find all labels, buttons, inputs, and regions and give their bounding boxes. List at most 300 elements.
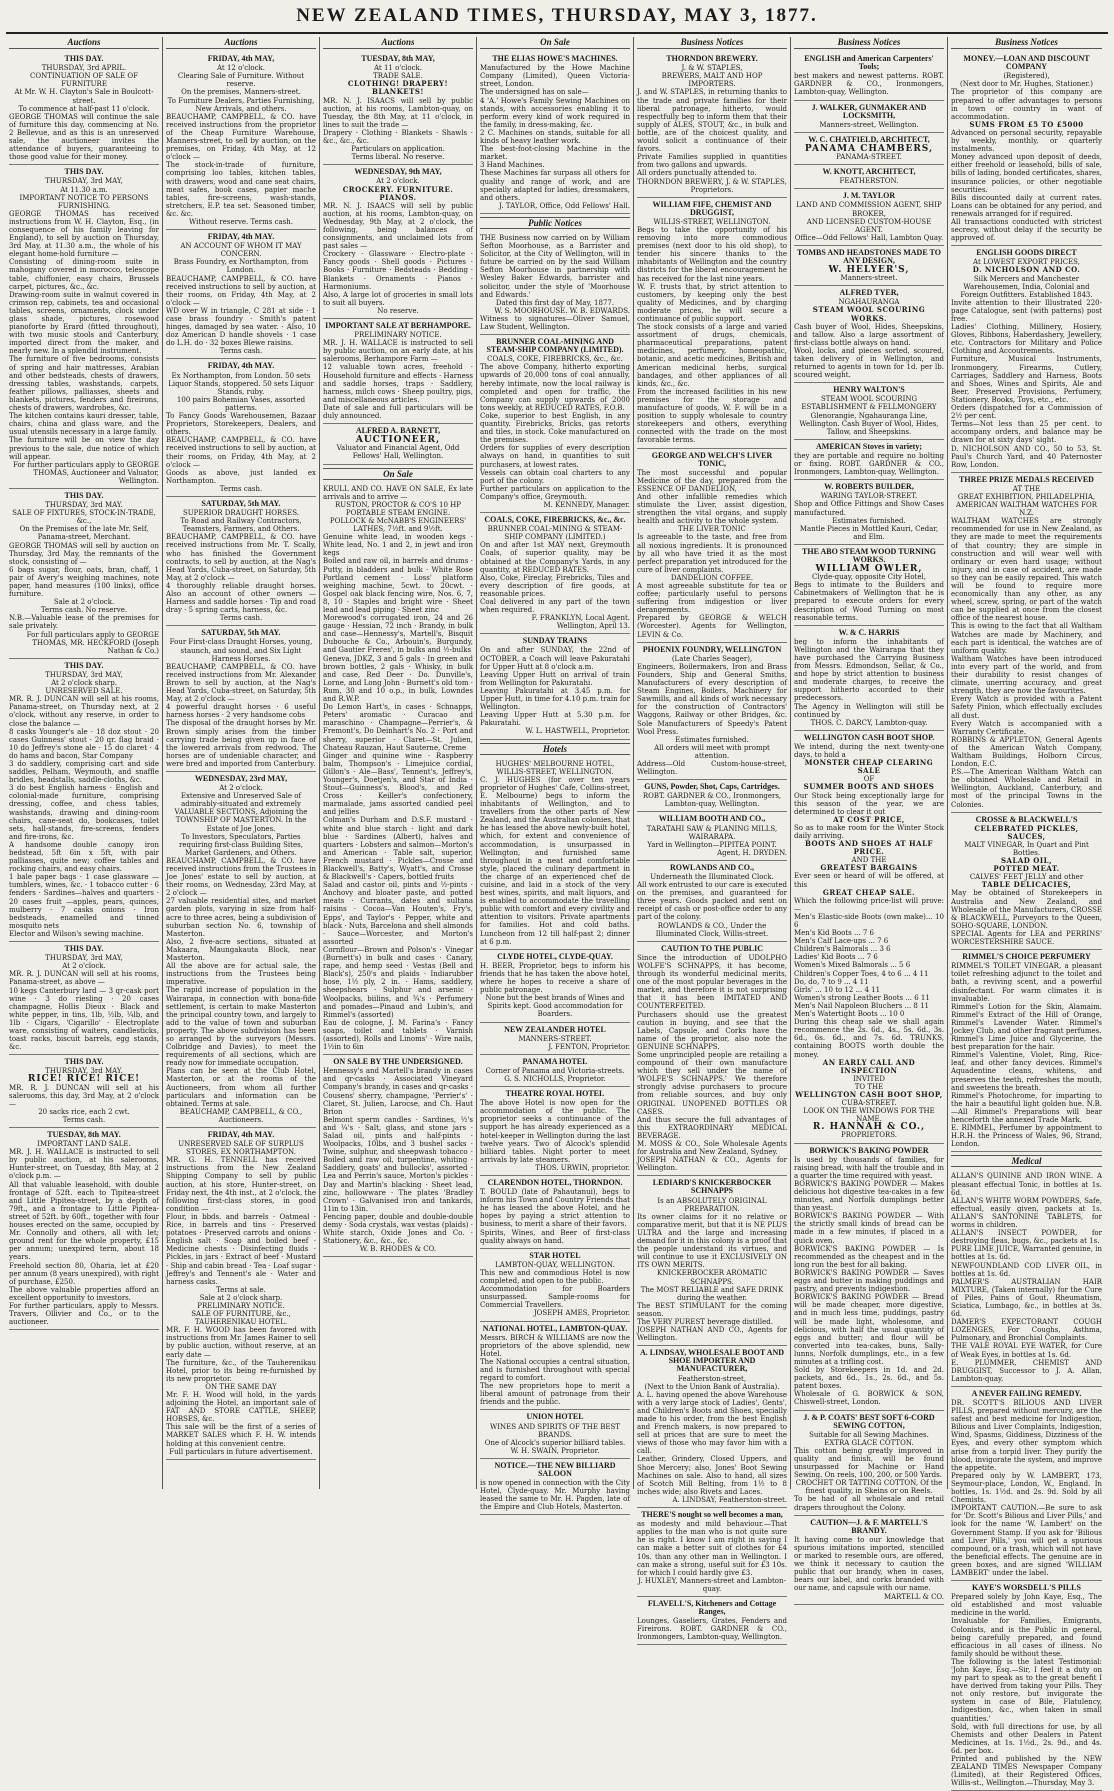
ad-text: None but the best brands of Wines and Spirits kept. Good accommodation for Boarders. <box>485 994 625 1019</box>
ad-text: Leather, Grindery, Closed Uppers, and Shoe Mercery; also, Jones' Boot Sewing Machines on sale. Also to hand, all sizes of Scotch Mill Belting, from 1½ to 8 inches wide; also Rivets and Laces. <box>637 1455 787 1496</box>
ad-text: Silk Mercers and Manchester Warehousemen, India, Colonial and Foreign Outfitters. Established 1843. <box>960 274 1093 299</box>
ad-text: Drapery · Clothing · Blankets · Shawls · &c., &c., &c. <box>323 128 473 146</box>
ad-text: MONSTER CHEAP CLEARING SALE <box>804 758 934 776</box>
ad-text: INVITED <box>852 1074 886 1083</box>
ad-text: Cash buyer of Wool, Hides, Sheepskins, and tallow. Also a large assortment of first-class bottle always on hand. <box>794 322 944 347</box>
ad-text: JOSEPH AMES, Proprietor. <box>533 1309 630 1318</box>
advertisement <box>480 1055 630 1087</box>
ad-text: TABLE DELICACIES, <box>981 880 1072 890</box>
ad-text: E. PLUMMER, CHEMIST AND DRUGGIST, Successor to J. A. Allan, Lambton-quay. <box>951 1358 1102 1383</box>
advertisement <box>637 1597 787 1645</box>
ad-title: WELLINGTON CASH BOOT SHOP. <box>803 732 935 742</box>
ad-text: MR. R. J. DUNCAN will sell at his rooms, Panama-street, as above — <box>9 970 159 987</box>
ad-title: BORWICK'S BAKING POWDER <box>809 1145 929 1155</box>
ad-text: M. MOSS & CO., Sole Wholesale Agents for Australia and New Zealand, Sydney. <box>637 1140 787 1157</box>
ad-text: Orders (dispatched for a Commission of 2½ per cent. <box>951 404 1102 421</box>
advertisement <box>637 812 787 860</box>
ad-text: TRADE SALE. <box>373 72 423 81</box>
ad-text: At 2 o'clock. <box>219 784 263 793</box>
ad-title: CAUTION TO THE PUBLIC <box>660 943 764 953</box>
ad-text: ALLAN'S INSECT POWDER, for destroying fleas, bugs, &c., packets at 1s. <box>951 1229 1102 1246</box>
ad-title: UNION HOTEL <box>526 1412 584 1422</box>
ad-text: W. L. HASTWELL, Proprietor. <box>525 727 630 736</box>
advertisement <box>794 101 944 133</box>
advertisement <box>9 1128 159 1330</box>
ad-text: BORWICK'S BAKING POWDER — Makes delicious hot digestive tea-cakes in a few minutes, and Norfolk dumplings better than yeast. <box>794 1179 944 1213</box>
ad-text: THURSDAY, 3rd MAY, <box>45 954 123 963</box>
ad-text: Genuine white lead, in wooden kegs · White lead, No. 1 and 2, in jewt and iron kegs <box>323 533 473 558</box>
advertisement <box>794 440 944 480</box>
ad-text: At 2 o'clock sharp. <box>51 679 117 688</box>
advertisement <box>637 861 787 942</box>
ad-text: Underneath the Illuminated Clock. <box>650 873 774 881</box>
ad-title: W. & C. HARRIS <box>838 627 900 637</box>
ad-title: STAR HOTEL <box>529 1250 581 1260</box>
ad-text: Is agreeable to the taste, and free from all noxious ingredients. It is pronounced by all who have tried it as the most perfect preparation yet introduced for the cure of liver complaints. <box>637 533 787 574</box>
ad-text: STEAM WOOL SCOURING WORKS. <box>812 305 926 323</box>
ad-text: NGAHAURANGA <box>838 298 900 307</box>
ad-text: IMPORTANT CAUTION.—Be sure to ask for 'Dr. Scott's Bilious and Liver Pills,' and look for the name 'W. Lambert' on the Government Stamp. If you ask for 'Bilious and Liver Pills,' you will get a spurious compound, or a trash, which will not have the beneficial effects. The genuine are in green boxes, and are signed 'WILLIAM LAMBERT' under the label. <box>951 1504 1102 1577</box>
advertisement <box>637 780 787 812</box>
ad-text: KNICKERBOCKER AROMATIC SCHNAPPS. <box>657 1269 767 1286</box>
ad-text: To be had of all wholesale and retail drapers throughout the Colony. <box>794 1495 944 1512</box>
advertisement <box>480 1087 630 1176</box>
ad-text: AT THE <box>1012 484 1041 493</box>
ad-text: MR. R. J. DUNCAN will sell at his salerooms, this day, 3rd May, at 2 o'clock — <box>9 1083 159 1108</box>
ad-text: Printed and published by the NEW ZEALAND TIMES Newspaper Company (Limited), at their Registered Offices, Willis-st., Wellington.—Thursday, May 3. <box>951 1755 1102 1788</box>
ad-title: THEATRE ROYAL HOTEL <box>505 1089 605 1099</box>
ad-title: W. ROBERTS BUILDER, <box>824 482 914 492</box>
ad-text: Children's Copper Toes, 4 to 6 ... 4 11 <box>794 969 929 978</box>
ad-text: May be obtained of Storekeepers in Australia and New Zealand, and Wholesale of the Manufacturers, CROSSE & BLACKWELL, Purveyors to the Queen, SOHO-SQUARE, LONDON. <box>951 889 1102 930</box>
ad-text: Rimmel's Lotion for the Skin, Alamaim. Rimmel's Extract of the Hill of Orange, Rimmel's Lavender Water. Rimmel's Jockey Club, and other fragrant perfumes. <box>951 1002 1102 1035</box>
ad-text: J. & W. STAPLES, <box>681 64 743 73</box>
ad-text: To Furniture Dealers, Parties Furnishing, New Arrivals, and others. <box>167 96 315 113</box>
ad-text: Clearing Sale of Furniture. Without reserve. <box>177 72 305 89</box>
ad-title: GEORGE AND WELCH'S LIVER TONIC, <box>651 450 773 468</box>
ad-title: IMPORTANT SALE AT BERHAMPORE. <box>325 321 471 330</box>
ad-text: Wholesale of G. BORWICK & SON, Chiswell-street, London. <box>794 1390 944 1407</box>
ad-text: These Machines far surpass all others for quality and range of work, and are specially adapted for ladies, dressmakers, and others. <box>480 169 630 202</box>
ad-text: The kitchen contains kauri dresser, table, chairs, china and glass ware, and the usual utensils necessary in a large family. <box>9 412 159 437</box>
ad-text: Rimmel's Photochrome, for imparting to the hair a beautiful light golden hue. N.B.—All Rimmel's Preparations will bear henceforth the annexed Trade Mark. <box>951 1091 1102 1124</box>
ad-text: Advanced on personal security, repayable by weekly, monthly, or quarterly instalments. <box>951 128 1102 154</box>
ad-text: POTTED MEAT. <box>993 864 1060 874</box>
ad-text: The furniture of five bedrooms, consists of spring and hair mattresses, Arabian and other bedsteads, chests of drawers, dressing tables, washstands, carpets, feather pillows, palliasses, sheets and blankets, pictures, fenders and fireirons, chests of drawers, wardrobes, &c. <box>9 355 159 413</box>
ad-text: MR. R. J. DUNCAN will sell at his rooms, Panama-street, on Thursday next, at 2 o'clock, without any reserve, in order to close the balance — <box>9 695 159 728</box>
advertisement <box>794 1144 944 1411</box>
ad-text: SUMMER BOOTS AND SHOES <box>803 782 935 792</box>
ad-text: 3 do saddlery, comprising cart and side saddles, Pelham, Weymouth, and snaffle bridles, headstalls, saddle-cloths, &c. <box>9 759 159 785</box>
ad-text: G. S. NICHOLLS, Proprietor. <box>504 1074 606 1083</box>
advertisement <box>794 133 944 165</box>
ad-text: WD over W in triangle, C 281 at side · 1 case brass foundry · Smith's patent hinges, damaged by sea water. · Also, 10 doz American D handle shovels · 1 case do L.H. do · 32 boxes Blewe raisins. <box>166 306 316 348</box>
advertisement <box>637 1176 787 1346</box>
advertisement <box>480 335 630 513</box>
ad-text: JOSEPH NATHAN & CO., Agents for Wellington. <box>637 1156 787 1173</box>
ad-text: PALMER'S AUSTRALIAN HAIR MIXTURE, (Taken internally) for the Cure of Piles, Pains of Gout, Rheumatism, Sciatica, Lumbago, &c., in bottles at 3s. 6d. <box>951 1277 1102 1319</box>
ad-text: CUBA-STREET. <box>841 1099 897 1108</box>
ad-title: WILLIAM FIFE, CHEMIST AND DRUGGIST, <box>652 199 772 217</box>
ad-text: (Next to the Union Bank of Australia). <box>644 1382 780 1391</box>
ad-text: On the Premises of the late Mr. Self, Panama-street, Merchant. <box>19 525 149 542</box>
ad-text: SALE OF FURNITURE, &c., TAUHERENIKAU HOTEL. <box>191 1310 291 1327</box>
ad-text: Men's Calf Lace-ups ... 7 6 <box>794 937 889 946</box>
advertisement <box>951 473 1102 813</box>
ad-text: To Investors, Speculators, Parties requiring first-class Building Sites, Market Gardeners, and Others. <box>179 832 303 857</box>
ad-text: The disposal of the draught horses by Mr. Brown simply arises from the timber carrying trade being given up in face of the lowered arrivals from redwood. The horses are of undeniable character, and were bred and imported from Canterbury. <box>166 719 316 768</box>
ad-text: W. B. RHODES & CO. <box>359 1245 437 1254</box>
ad-text: And other infallible remedies which stimulate the Liver, assist digestion, strengthen the vital organs, and supply health and activity to the whole system. <box>637 492 787 526</box>
column-2 <box>163 37 320 1489</box>
column-heading: Business Notices <box>637 37 787 49</box>
ad-text: J. TAYLOR, Office, Odd Fellows' Hall. <box>499 201 630 210</box>
ad-text: PRELIMINARY NOTICE. <box>197 1301 285 1310</box>
advertisement <box>637 643 787 781</box>
ad-text: ON THE SAME DAY <box>205 1382 277 1391</box>
advertisement <box>951 813 1102 951</box>
ad-text: Shop and Office Fittings and Show Cases manufactured. <box>794 500 944 517</box>
advertisement <box>794 52 944 100</box>
ad-text: Its owner claims for it no relative or comparative merit, but that it is NE PLUS ULTRA and the large and increasing demand for it in this colony is a proof that the people understand its virtues, and will continue to use it EXCLUSIVELY ON ITS OWN MERITS. <box>637 1212 787 1270</box>
ad-text: AN ACCOUNT OF WHOM IT MAY CONCERN. <box>180 242 302 259</box>
ad-text: DANDELION COFFEE. <box>670 573 754 582</box>
ad-text: N.B.—Valuable lease of the premises for sale privately. <box>9 614 159 631</box>
ad-text: Crockery · Glassware · Electro-plate · Fancy goods · Shell goods · Pictures · Books · Furniture · Bedsteads · Bedding · Blankets · Ornaments · Pianos · Harmoniums. <box>323 250 473 291</box>
ad-title: CLYDE HOTEL, CLYDE-QUAY. <box>497 951 613 961</box>
ad-text: Begs to take the opportunity of his removing into more commodious premises (next door to his old shop), to tender his sincere thanks to the inhabitants of Wellington and the country districts for the liberal encouragement he has received for the last nine years. <box>637 225 787 283</box>
ad-text: Terms cash. <box>219 484 263 493</box>
ad-title: THIS DAY. <box>64 660 104 670</box>
ad-text: Messrs. BIRCH & WILLIAMS are now the proprietors of the above splendid, new Hotel. <box>480 1333 630 1358</box>
ad-text: 4 'A.' Howe's Family Sewing Machines on stands, with accessories enabling it to perform every kind of work required in the family, in dress-making, &c. <box>480 96 630 129</box>
ad-text: Accommodation for Boarders unsurpassed. Sample-rooms for Commercial Travellers. <box>480 1285 630 1310</box>
ad-title: THIS DAY. <box>64 944 104 954</box>
advertisement <box>166 626 316 772</box>
ad-text: as modesty and mild behaviour.—That applies to the man who is not quite sure he is right. I know I am right in saying I can make a better suit of clothes for £4 10s. than any other man in Wellington. I can make a strong, useful suit for £3 10s. for which I could hardly give £3. <box>637 1520 787 1577</box>
ad-text: BOOTS AND SHOES AT HALF PRICE. <box>804 839 933 857</box>
ad-title: CROSSE & BLACKWELL'S <box>975 814 1078 824</box>
ad-text: HUGHES' MELBOURNE HOTEL, WILLIS-STREET, WELLINGTON. <box>495 759 615 776</box>
ad-text: Witness to signatures—Oliver Samuel, Law Student, Wellington. <box>480 314 630 331</box>
column-1 <box>6 37 163 1489</box>
ad-text: Our Stock being exceptionally large for this season of the year, we are determined to clear it out <box>794 791 944 816</box>
ad-text: A handsome double canopy iron bedstead, 5ft 6in x 5ft, with pair palliasses, quite new; coffee tables and rocking chairs, and easy chairs. <box>9 840 159 874</box>
ad-text: ROBT. GARDNER & CO., Ironmongers, Lambton-quay, Wellington. <box>642 792 782 809</box>
ad-text: To Road and Railway Contractors, Teamsters, Farmers, and Others. <box>180 517 302 534</box>
ad-text: Coal delivered in any part of the town when required. <box>480 598 630 615</box>
advertisement <box>794 545 944 626</box>
ad-text: BEAUCHAMP, CAMPBELL, & CO. have received instructions from the Trustees in Joe Jones' estate to sell by auction, at their rooms, on Wednesday, 23rd May, at 2 o'clock — <box>166 856 316 898</box>
ad-text: Eau de cologne, J. M. Farina's · Fancy soaps, toilet and tablets · Varnish (assorted), Rolls and Linoms' · Wire nails, 1½in to 6in <box>323 1018 473 1052</box>
ad-text: All work entrusted to our care is executed on the premises, and guaranteed for three years. Goods packed and sent on receipt of cash or post-office order to any part of the colony. <box>637 881 787 922</box>
ad-text: ROWLANDS & CO., Under the Illuminated Clock, Willis-street. <box>655 921 769 938</box>
ad-text: Clyde-quay, opposite City Hotel, <box>812 573 926 582</box>
ad-text: Do Lemon Hart's, in cases · Schnapps, Peters' aromatic · Curacao and maraschino · Champagne—Perrier's, & Fremont's, Do Deinhart's No. 2 · Port and sherry, superior · Claret—St. Julien, Chateau Rauzan, Haut Sauterne, Creme <box>323 703 473 752</box>
advertisement <box>9 1055 159 1128</box>
ad-text: AN EARLY CALL AND INSPECTION <box>822 1057 916 1075</box>
ad-title: BRUNNER COAL-MINING AND STEAM-SHIP COMPANY (LIMITED). <box>486 337 624 355</box>
advertisement <box>951 950 1102 1152</box>
ad-text: WALTHAM WATCHES are strongly recommended for use in New Zealand, as they are made to meet the requirements of that country; they are simple in construction and will wear well with ordinary or even hard usage; without injury, and in case of accident, are made so they can be easily repaired. This watch will be found to require more economically than any other, as any wheel, screw, spring, or part of the watch can be supplied at once from the closest office of the nearest house. <box>951 517 1102 623</box>
ad-text: BEAUCHAMP, CAMPBELL, & CO. have received instructions to sell by auction, at their rooms, on Friday, 4th May, at 2 o'clock — <box>166 274 316 307</box>
ad-text: The stock-in-trade of furniture, comprising loo tables, kitchen tables, with drawers, wood and cane seat chairs, meat safes, book cases, papier mache tables, fire-screens, wash-stands, stretchers, E.P. tea set. Seasoned timber, &c. &c. <box>166 161 316 218</box>
ad-text: PRELIMINARY NOTICE. <box>354 331 442 340</box>
ad-text: Cornflour—Brown and Polson's · Vinegar (Burnett's) in bulk and cases · Canary, rape, and hemp seed · Vestas (Bell and Black's), 250's and plaids · Indiarubber hose, 1½ ply, 2 in. · Hams, saddlery, sheepshears · Sulphur and arsenic · Woolpacks, biilins, and ¾'s · Perfumery and pomades—Pinaud and Lubin's, and Rimmel's (assorted) <box>323 945 473 1019</box>
ad-text: AND THE <box>851 856 887 865</box>
ad-text: Money advanced upon deposit of deeds, either freehold or leasehold, bills of sale, bills of lading, bonded certificates, shares, insurance policies, or other negotiable securities. <box>951 153 1102 194</box>
ad-text: DAMER'S EXPECTORANT COUGH LOZENGES, For Coughs, Asthma, Pulmonary, and Bronchial Complaints. <box>951 1318 1102 1343</box>
ad-text: JOSEPH NATHAN AND CO., Agents for Wellington. <box>637 1326 787 1343</box>
ad-text: At 2 o'clock. <box>62 962 106 971</box>
advertisement <box>480 52 630 214</box>
column-heading: Auctions <box>9 37 159 49</box>
ad-text: WINES AND SPIRITS OF THE BEST BRANDS. <box>490 1422 620 1439</box>
ad-text: Dated this first day of May, 1877. <box>495 298 615 307</box>
advertisement <box>480 1176 630 1249</box>
advertisement <box>480 1410 630 1458</box>
ad-text: (Next door to Mr. Hughes, Stationer.) <box>960 80 1093 89</box>
advertisement <box>637 52 787 198</box>
ad-title: GUNS, Powder, Shot, Caps, Cartridges. <box>644 782 780 792</box>
ad-text: SPECIAL Agents for LEA and PERRINS' WORCESTERSHIRE SAUCE. <box>951 929 1102 947</box>
ad-title: A. LINDSAY, WHOLESALE BOOT AND SHOE IMPORTER AND MANUFACTURER, <box>639 1348 785 1374</box>
ad-text: PROPRIETORS. <box>840 1131 898 1140</box>
ad-text: Sale at 2 o'clock. <box>53 598 115 607</box>
ad-text: Plans can be seen at the Club Hotel, Masterton, or at the rooms of the Auctioneers, from whom all further particulars and information can be obtained. Terms at sale. <box>166 1067 316 1108</box>
ad-title: ON SALE BY THE UNDERSIGNED. <box>333 1057 463 1067</box>
ad-text: To Fancy Goods Warehousemen, Bazaar Proprietors, Storekeepers, Dealers, and others. <box>166 412 316 437</box>
advertisement <box>480 758 630 950</box>
ad-text: All orders will meet with prompt attention. <box>654 743 770 760</box>
ad-text: Waltham Watches have been introduced into every part of the world, and from their durability to resist changes of climate, unerring accuracy, and great strength, they are now the favourites. <box>951 654 1102 696</box>
ad-text: MR. J. H. WALLACE is instructed to sell by public auction, at his salerooms, Hunter-street, on Tuesday, 8th May, at 2 o'clock p.m. — <box>9 1148 159 1181</box>
ad-text: Men's Watertight Boots ... 10 0 <box>794 1010 905 1019</box>
advertisement <box>480 950 630 1023</box>
ad-title: THIS DAY. <box>64 1057 104 1067</box>
ad-text: best makers and newest patterns. ROBT. GARDNER & CO., Ironmongers, Lambton-quay, Wellington. <box>794 72 944 97</box>
ad-text: The Agency in Wellington will still be continued by <box>794 702 944 719</box>
advertisement <box>480 513 630 634</box>
ad-text: Four First-class Draught Horses, young, staunch, and sound, and Six Light Harness Horses. <box>169 638 313 663</box>
ad-title: TUESDAY, 8th MAY. <box>47 1130 121 1139</box>
column-heading: On Sale <box>480 37 630 49</box>
ad-text: MANNERS-STREET. <box>518 1034 592 1043</box>
ad-text: CLOTHING! DRAPERY! BLANKETS! <box>347 79 449 97</box>
ad-text: PANAMA-STREET. <box>836 153 902 162</box>
ad-text: PURE LIME JUICE, Warranted genuine, in bottles at 1s. 6d. <box>951 1245 1102 1262</box>
advertisement <box>480 1459 630 1516</box>
ad-text: The new proprietors hope to merit a liberal amount of patronage from their friends and the public. <box>480 1382 630 1407</box>
advertisement <box>480 634 630 739</box>
ad-title: ENGLISH GOODS DIRECT <box>976 248 1077 258</box>
ad-text: BEAUCHAMP, CAMPBELL, & CO., Auctioneers. <box>179 1107 303 1124</box>
ad-text: Flour, in bbds. and barrels · Oatmeal · Rice, in barrels and tins · Preserved potatoes · Preserved carrots and onions · English salt · Soap and boiled beef · Medicine chests · Disinfecting fluids · Pickles, in jars · Extract of beef · Mustard · Ship and cabin bread · Tea · Loaf sugar · Jeffrey's and Tennent's ale · Water and harness casks. <box>166 1212 316 1286</box>
advertisement <box>794 383 944 440</box>
ad-text: Terms at sale. <box>216 1285 266 1294</box>
ad-text: 27 valuable residential sites, and market garden plots, varying in size from half-acre to three acres, being a subdivision of suburban section No. 6, township of Masterton. <box>166 897 316 938</box>
ad-text: is now opened in connection with the City Hotel, Clyde-quay. Mr. Murphy having leased the same to Mr. H. Pagden, late of the Empire and Club Hotels, Masterton. <box>480 1479 630 1512</box>
ad-text: Is an ABSOLUTELY ORIGINAL PREPARATION. <box>657 1196 767 1213</box>
ad-text: 4 powerful draught horses · 6 useful harness horses · 2 very handsome cobs <box>166 703 316 720</box>
ad-text: 2 C. Machines on stands, suitable for all kinds of heavy leather work. <box>480 128 630 146</box>
ad-title: J. WALKER, GUNMAKER AND LOCKSMITH, <box>811 102 927 120</box>
ad-text: Hennessy's and Martell's brandy in cases and qr-casks · Associated Vineyard Company's brandy, in cases and qr-casks · Cousens' sherry, champagne, 'Perrier's' · Claret, St. Julien, Larocse, and Ch. Haut Brion <box>323 1067 473 1116</box>
ad-text: THURSDAY, 3rd APRIL. <box>41 64 127 73</box>
ad-text: Ever seen or heard of will be offered, at this <box>794 872 944 889</box>
ad-text: Prepared solely by John Kaye, Esq., The old established and most valuable medicine in the world. <box>951 1593 1102 1618</box>
ad-text: GREAT CHEAP SALE. <box>822 887 916 897</box>
ad-text: Freehold section 80, Oharia, let at £20 per annum (8 years unexpired), with right of purchase, £250. <box>9 1261 159 1286</box>
ad-text: 6 bags sugar, flour, oats, bran, chaff, 1 pair of Avery's weighing machines, note paper, hand measures (100 links), office furniture. <box>9 565 159 599</box>
ad-title: NEW ZEALANDER HOTEL <box>504 1024 606 1034</box>
ad-title: CAUTION—J. & F. MARTELL'S BRANDY. <box>810 1517 928 1535</box>
ad-text: 3 do best English harness · English and colonial-made furniture, comprising dressing, coffee, and chess tables, washstands, drawing and dining-room chairs, cane-seat do, bookcases, toilet sets, hall-stands, fire-screens, fenders and fire-irons, &c. <box>9 784 159 841</box>
ad-text: 100 pairs Bohemian Vases, assorted patterns. <box>176 395 306 412</box>
ad-text: At Mr. W. H. Clayton's Sale in Boulcott-street. <box>14 88 154 105</box>
ad-text: Suitable for all Sewing Machines. <box>809 1430 929 1439</box>
ad-text: MR. J. H. WALLACE is instructed to sell by public auction, on an early date, at his salerooms, Berhampore Farm — <box>323 339 473 364</box>
ad-title: THE ELIAS HOWE'S MACHINES. <box>492 54 618 64</box>
ad-text: they are portable and require no bolting or fixing. ROBT. GARDNER & CO., Ironmongers, Lambton-quay, Wellington. <box>794 451 944 477</box>
ad-text: THE VALE ROYAL EYE WATER, for Cure of Weak Eyes, in bottles at 1s. 6d. <box>951 1342 1102 1359</box>
ad-title: FLAVELL'S, Kitcheners and Cottage Ranges, <box>647 1598 777 1617</box>
section-heading: On Sale <box>323 468 473 480</box>
advertisement <box>9 165 159 489</box>
ad-text: Every Watch is provided with a Patent Safety Pinion, which effectually excludes all dust. <box>951 695 1102 720</box>
ad-text: CONTINUATION OF SALE OF FURNITURE <box>30 72 138 89</box>
advertisement <box>951 246 1102 473</box>
ad-text: ROBBINS & APPLETON, General Agents of the American Watch Company, Waltham Buildings, Holborn Circus, London, E.C. <box>951 735 1102 769</box>
ad-text: The most successful and popular Medicine of the day, prepared from the ESSENCE OF DANDELION, <box>637 468 787 493</box>
ad-text: All that valuable leasehold, with double frontage of 52ft. each to Tipitea-street and Little Pipitea-street, by a depth of 79ft., and a frontage to Little Pipitea-street of 52ft. by 60ft., together with four houses erected on the same, occupied by Mr. Connolly and others, all with let; ground rent for the whole property, £15 per annum; unexpired term, about 18 years. <box>9 1180 159 1262</box>
ad-text: Begs to intimate to the Builders and Cabinetmakers of Wellington that he is prepared to execute orders for every description of Wood Turning on most reasonable terms. <box>794 581 944 622</box>
ad-title: THIS DAY. <box>64 54 104 64</box>
ad-text: The proprietor of this company are prepared to offer advantages to persons in town or country in want of accommodation. <box>951 88 1102 121</box>
ad-title: A NEVER FAILING REMEDY. <box>971 1388 1082 1398</box>
ad-title: HENRY WALTON'S <box>833 385 905 395</box>
column-3 <box>320 37 477 1489</box>
ad-text: Lounges, Gaseliers, Grates, Fenders and Fireirons. ROBT. GARDNER & CO., Ironmongers, Lambton-quay, Wellington. <box>637 1617 787 1642</box>
ad-text: Girls' ... 10 to 12 ... 4 11 <box>794 985 881 994</box>
column-heading: Business Notices <box>951 37 1102 49</box>
column-4 <box>477 37 634 1512</box>
ad-text: Elector and Wilson's sewing machine. <box>9 929 144 938</box>
ad-text: Consisting of dining-room suite in mahogany covered in morocco, telescope table, chiffonier, easy chairs, Brussels carpet, pictures, &c., &c. <box>9 258 159 291</box>
column-heading: Business Notices <box>794 37 944 49</box>
ad-title: J. & P. COATS' BEST SOFT 6-CORD SEWING COTTON, <box>803 1412 935 1430</box>
ad-text: WELLINGTON CASH BOOT SHOP, <box>795 1089 943 1099</box>
ad-text: Terms cash. No reserve. <box>40 606 128 615</box>
ad-text: Women's Mixed Balmorals ... 5 6 <box>794 961 911 970</box>
ad-text: R. HANNAH & CO., <box>812 1122 926 1133</box>
ad-text: BREWERS, MALT AND HOP IMPORTERS. <box>661 72 763 89</box>
ad-text: Invaluable for Families, Emigrants, Colonists, and is the Public in general, being carefully prepared, and found efficacious in all cases of illness. No family should be without these. <box>951 1617 1102 1658</box>
ad-text: Further particulars on application to the Company's office, Greymouth. <box>480 484 630 501</box>
column-5 <box>634 37 791 1642</box>
ad-text: Do, do, 7 to 9 ... 4 11 <box>794 977 869 986</box>
ad-text: 12 valuable town acres, freehold · Household furniture and effects · Harness and saddle horses, traps · Saddlery, harness, milch cows · Sheep poultry, pigs, and miscellaneous articles. <box>323 363 473 404</box>
ad-text: D. NICHOLSON AND CO., 50 to 53, St. Paul's Church Yard, and 40 Paternoster Row, London. <box>951 444 1102 469</box>
ad-text: Purchasers should use the greatest caution in buying, and see that the Labels, Capsule, and Corks have the name of the proprietor, also note the GENUINE SCHNAPPS. <box>637 1010 787 1051</box>
ad-text: The furniture will be on view the day previous to the sale, due notice of which will appear. <box>9 436 159 461</box>
ad-text: W. H. SWAIN, Proprietor. <box>510 1446 600 1455</box>
ad-text: ALLAN'S WHITE WORM POWDERS, Safe, effectual, easily given, packets at 1s. ALLAN'S SANTONINE TABLETS, for worms in children. <box>951 1196 1102 1230</box>
advertisement <box>951 1581 1102 1791</box>
ad-text: This sale will be the first of a series of MARKET SALES which F. H. W. intends holding at this convenient centre. <box>166 1423 316 1448</box>
advertisement <box>794 189 944 246</box>
ad-title: FRIDAY, 4th MAY, <box>207 54 275 64</box>
ad-text: GREAT EXHIBITION, PHILADELPHIA, AMERICAN WALTHAM WATCHES FOR N.Z. <box>956 492 1097 518</box>
advertisement <box>794 1411 944 1516</box>
section-heading: Medical <box>951 1155 1102 1167</box>
ad-text: BEAUCHAMP, CAMPBELL, & CO. have received instructions from Mr. T. Scally, who has finished the Government contracts, to sell by auction, at the Nag's Head Yards, Cuba-street, on Saturday, 5th May, at 2 o'clock — <box>166 533 316 582</box>
ad-text: THURSDAY, 3rd MAY, <box>45 177 123 186</box>
ad-text: All orders punctually attended to. <box>637 169 757 178</box>
ad-text: All the above are for actual sale, the instructions from the Trustees being imperative. <box>166 962 316 987</box>
ad-text: BORWICK'S BAKING POWDER — Is recommended as the cheapest and in the long run the best for all baking. <box>794 1244 944 1269</box>
ad-text: During this cheap sale we shall again recommence the 2s. 6d., 4s., 5s. 6d., 3s. 6d., 6s. 6d., and 7s. 6d. TRUNKS, containing BOOTS worth double the money. <box>794 1018 944 1059</box>
ad-title: TOMBS AND HEADSTONES MADE TO ANY DESIGN, <box>797 247 941 265</box>
ad-text: Sold by Storekeepers in 1d. and 2d. packets, and 6d., 1s., 2s. 6d., and 5s. patent boxes. <box>794 1366 944 1391</box>
ad-text: BEAUCHAMP, CAMPBELL, & CO. have received instructions from Mr. Alexander Brown to sell by auction, at the Nag's Head Yards, Cuba-street, on Saturday, 5th May, at 2 o'clock — <box>166 662 316 704</box>
ad-text: THOS. URWIN, proprietor. <box>535 1163 630 1172</box>
ad-text: GEORGE THOMAS has received instructions from W. H. Clayton, Esq., (in consequence of his family leaving for England), to sell by auction on Thursday, 3rd May, at 11.30 a.m., the whole of his elegant home-hold furniture — <box>9 209 159 259</box>
ad-text: MR. F. H. WOOD has been favored with instructions from Mr. James Rainer to sell by public auction, without reserve, at an early date — <box>166 1326 316 1359</box>
ad-text: CROCKERY. FURNITURE. PIANOS. <box>342 184 454 202</box>
ad-text: And thus secure the full advantages of this EXTRAORDINARY MEDICAL BEVERAGE. <box>637 1115 787 1140</box>
ad-text: EXTRA GLACE COTTON. <box>824 1438 914 1447</box>
ad-text: Manners-street, Wellington. <box>819 120 919 129</box>
ad-text: Prepared only by W. LAMBERT, 173, Seymour-place, London, W., England. In bottles, 1s. 1½d. and 2s. 9d. Sold by all Chemists. <box>951 1471 1102 1505</box>
ad-text: This new and commodious Hotel is now completed, and open to the public. <box>480 1268 630 1286</box>
ad-text: Fencing paper, double and double-double demy · Soda crystals, wax vestas (plaids) · White starch, Oxide Jones and Co. · Stationery, &c., &c., &c. <box>323 1212 473 1246</box>
ad-title: SUNDAY TRAINS <box>522 636 588 646</box>
ad-text: Belmont sperm candles · Sardines, ½'s and ¼'s · Salt, glass, and stone jars · Salad oil, pints and half-pints · Woolpacks, 10lbs, and 3 bushel sacks · Twine, sulphur, and sheepwash tobacco · Boiled and raw oil, turpentine, whiting · Saddlery, goats' and bullocks', assorted · Lea and Perrin's sauce, Morton's pickles · Day and Martin's blacking · Sheet lead, zinc, hollowware · The plates 'Bradley Crown' · Galvanised iron and tankards, 11in to 13in. <box>323 1115 473 1213</box>
ad-text: Is used by thousands of families, for raising bread, with half the trouble and in a quarter the time required with yeast. <box>794 1155 944 1180</box>
column-heading: Auctions <box>166 37 316 49</box>
advertisement <box>637 1508 787 1597</box>
ad-title: THORNDON BREWERY. <box>666 54 758 64</box>
ad-text: CROCHET OR TATTING COTTON, Of the finest quality, in Skeins or on Reels. <box>795 1479 943 1496</box>
ad-title: NATIONAL HOTEL, LAMBTON-QUAY. <box>482 1323 628 1333</box>
ad-title: THREE PRIZE MEDALS RECEIVED <box>959 474 1094 484</box>
ad-text: W. F. trusts that, by strict attention to customers, by keeping only the best quality of Medicines, and by charging moderate prices, he will secure a continuance of public support. <box>637 282 787 323</box>
advertisement <box>9 489 159 659</box>
masthead <box>0 0 1114 32</box>
ad-text: Terms—Not less than 25 per cent. to accompany orders, and balance may be drawn for at sixty days' sight. <box>951 420 1102 445</box>
ad-text: PANAMA CHAMBERS, <box>804 143 934 154</box>
ad-text: Valuator and Financial Agent, Odd Fellows' Hall, Wellington. <box>336 444 460 461</box>
ad-text: Full particulars in future advertisement. <box>169 1447 313 1456</box>
ad-text: ALLAN'S QUININE AND IRON WINE. A pleasant effectual Tonic, in bottles at 1s. 6d. <box>951 1172 1102 1197</box>
ad-text: Since the introduction of UDOLPHO WOLFE'S SCHNAPPS, it has become, through its wonderful medicinal merits, one of the most popular beverages in the market, and therefore it is not surprising that it has been IMITATED AND COUNTERFEITED. <box>637 953 787 1011</box>
ad-title: W. C. CHATFIELD, ARCHITECT, <box>808 134 930 144</box>
ad-text: Engineers, Boilermakers, Iron and Brass Founders, Ship and General Smiths, Manufacturers of every description of Steam Engines, Boilers, Machinery for Sawmills, and all kinds of work necessary for the construction of Contractors' Waggons, Railway or other Bridges, &c. Sole Manufacturers of Speedy's Patent Wool Press. <box>637 662 787 736</box>
ad-text: Leaving Pakuratahi at 3.45 p.m. for Upper Hutt, in time for 4.10 p.m. train for Wellington. <box>480 686 630 712</box>
ad-text: LAND AND COMMISSION AGENT, SHIP BROKER, <box>796 201 942 218</box>
ad-text: UNRESERVED SALE OF SURPLUS STORES, EX NORTHAMPTON. <box>178 1140 304 1157</box>
section-heading: Hotels <box>480 743 630 755</box>
ad-title: PHOENIX FOUNDRY, WELLINGTON <box>642 644 782 654</box>
ad-text: On and after SUNDAY, the 22nd of OCTOBER, a Coach will leave Pakuratahi for Upper Hutt at 8 o'clock a.m. <box>480 646 630 671</box>
ad-text: Estimates furnished. <box>832 516 906 525</box>
ad-text: MR. G. H. TENNELL has received instructions from the New Zealand Shipping Company to sell by public auction, at his store, Hunter-street, on Friday next, the 4th inst., at 2 o'clock, the following first-class stores, in good condition — <box>166 1156 316 1213</box>
advertisement <box>9 52 159 165</box>
ad-text: W. HELYER'S, <box>828 265 910 276</box>
advertisement <box>323 319 473 424</box>
ad-text: Drawing-room suite in walnut covered in crimson rep, cabinets, tea and occasional tables, screens, ornaments, clock under glass shade, pictures, rosewood pianoforte by Erard (fitted throughout), with two music stools and Canterbury, imported direct from the maker, and nearly new. In a splendid instrument. <box>9 290 159 356</box>
